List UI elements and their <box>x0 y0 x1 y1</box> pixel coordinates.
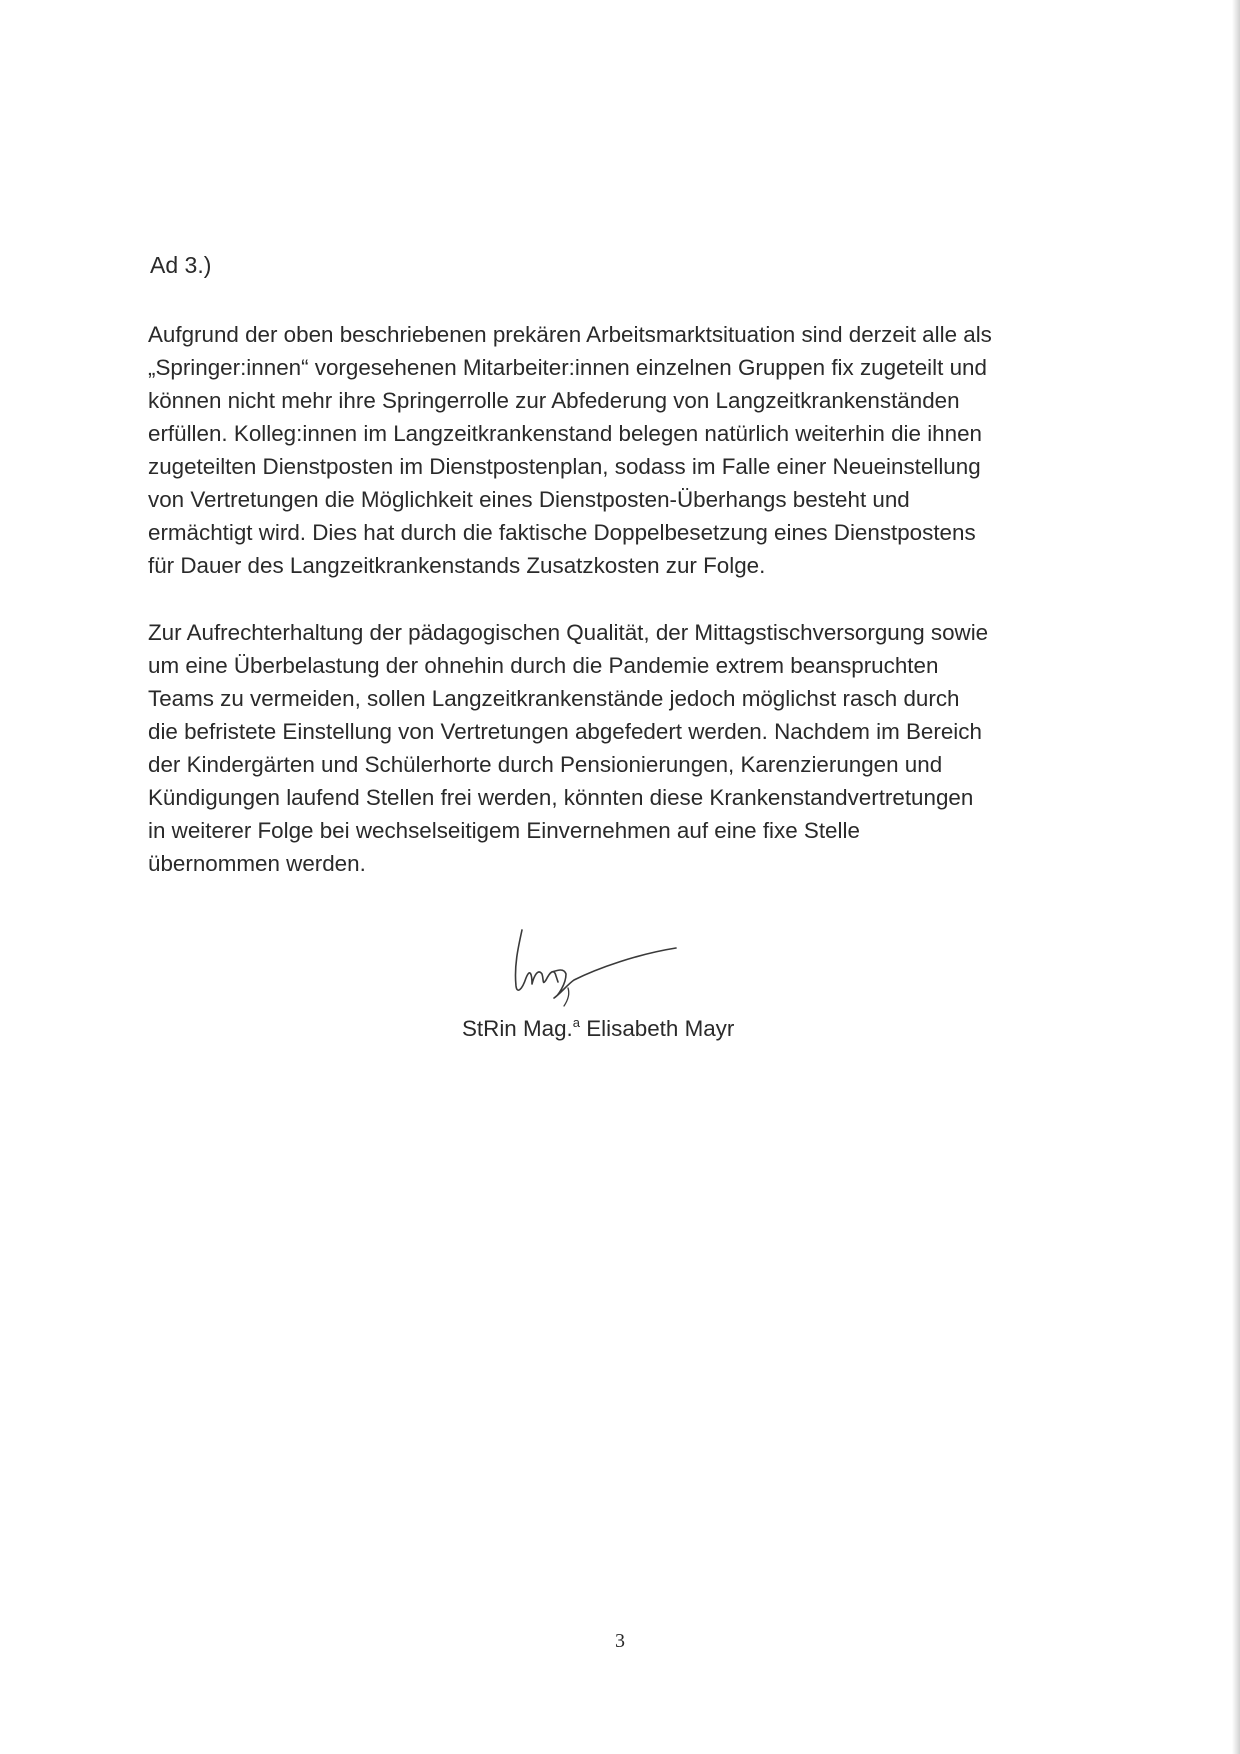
signer-full-name: Elisabeth Mayr <box>586 1016 735 1041</box>
paragraph-line: für Dauer des Langzeitkrankenstands Zusatzkosten zur Folge. <box>148 553 766 578</box>
section-heading: Ad 3.) <box>150 252 212 278</box>
paragraph-line: Aufgrund der oben beschriebenen prekären Arbeitsmarktsituation sind derzeit alle als <box>148 322 992 347</box>
paragraph-line: der Kindergärten und Schülerhorte durch Pensionierungen, Karenzierungen und <box>148 752 943 777</box>
paragraph-line: Teams zu vermeiden, sollen Langzeitkrankenstände jedoch möglichst rasch durch <box>148 686 960 711</box>
scan-edge-shadow <box>1232 0 1240 1754</box>
paragraph-line: übernommen werden. <box>148 851 366 876</box>
paragraph-line: „Springer:innen“ vorgesehenen Mitarbeiter:innen einzelnen Gruppen fix zugeteilt und <box>148 355 987 380</box>
signer-title-superscript: a <box>572 1015 580 1030</box>
paragraph-line: um eine Überbelastung der ohnehin durch die Pandemie extrem beanspruchten <box>148 653 939 678</box>
paragraph-line: die befristete Einstellung von Vertretungen abgefedert werden. Nachdem im Bereich <box>148 719 982 744</box>
paragraph-2 <box>148 616 1108 880</box>
paragraph-line: Kündigungen laufend Stellen frei werden, könnten diese Krankenstandvertretungen <box>148 785 974 810</box>
paragraph-line: ermächtigt wird. Dies hat durch die faktische Doppelbesetzung eines Dienstpostens <box>148 520 976 545</box>
handwritten-signature <box>508 928 708 1008</box>
paragraph-line: können nicht mehr ihre Springerrolle zur Abfederung von Langzeitkrankenständen <box>148 388 960 413</box>
paragraph-line: zugeteilten Dienstposten im Dienstpostenplan, sodass im Falle einer Neueinstellung <box>148 454 981 479</box>
paragraph-line: erfüllen. Kolleg:innen im Langzeitkrankenstand belegen natürlich weiterhin die ihnen <box>148 421 982 446</box>
paragraph-line: in weiterer Folge bei wechselseitigem Einvernehmen auf eine fixe Stelle <box>148 818 860 843</box>
signer-name <box>462 1008 734 1044</box>
paragraph-line: Zur Aufrechterhaltung der pädagogischen Qualität, der Mittagstischversorgung sowie <box>148 620 989 645</box>
paragraph-line: von Vertretungen die Möglichkeit eines Dienstposten-Überhangs besteht und <box>148 487 910 512</box>
page-number: 3 <box>615 1630 625 1652</box>
paragraph-1 <box>148 318 1108 582</box>
signer-title: StRin Mag. <box>462 1016 573 1041</box>
